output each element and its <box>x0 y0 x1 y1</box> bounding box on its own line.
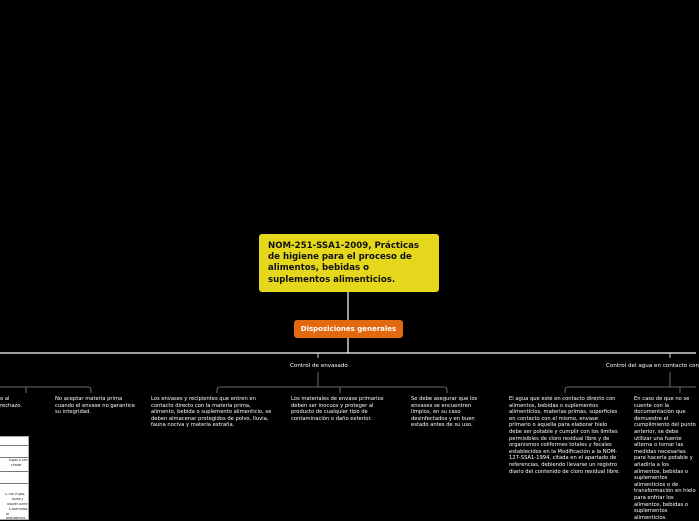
doc-snippet: s aserradas <box>9 507 28 511</box>
central-topic[interactable] <box>259 234 439 292</box>
note-materiales-envase[interactable]: Los materiales de envase primarios deben ser inocuos y proteger al producto de cualquier tipo de contaminación o daño exterior. <box>291 396 384 422</box>
note-envases-limpios[interactable]: Se debe asegurar que los envases se encuentren limpios, en su caso desinfectados y en buen estado antes de su uso. <box>411 396 478 429</box>
doc-snippet: s, con fugas, <box>5 492 26 496</box>
main-topic-disposiciones[interactable] <box>294 320 403 338</box>
note-no-aceptar-materia[interactable]: No aceptar materia prima cuando el envase no garantice su integridad. <box>55 396 135 416</box>
doc-rule <box>0 471 28 472</box>
document-preview[interactable] <box>0 436 29 520</box>
doc-rule <box>0 483 28 484</box>
central-topic-text: NOM-251-SSA1-2009, Prácticas de higiene para el proceso de alimentos, bebidas o suplementos alimenticios. <box>268 241 419 285</box>
subtopic-control-agua[interactable]: Control del agua en contacto con <box>606 363 699 369</box>
connector-left-notes <box>0 387 91 393</box>
note-envases-recipientes[interactable]: Los envases y recipientes que entren en contacto directo con la materia prima, alimento, bebida o suplemento alimenticio, se deben almacenar protegidos de polvo, lluvia, fauna nociva y materia extraña. <box>151 396 272 429</box>
subtopic-control-envasado[interactable]: Control de envasado <box>290 363 348 369</box>
doc-snippet: alquier parte <box>7 502 28 506</box>
doc-snippet: ar protuberanc <box>6 512 26 520</box>
note-left-partial[interactable]: o al rechazo. <box>0 396 22 409</box>
note-fuente-alterna[interactable]: En caso de que no se cuente con la documentación que demuestre el cumplimiento del punto anterior, se debe utilizar una fuente alterna o tomar las medidas necesarias para hacerla potable y añadirla a los alimentos, bebidas o suplementos alimenticios o de transformación en hielo para enfriar los alimentos, bebidas o suplementos alimenticios. <box>634 396 696 521</box>
main-topic-label: Disposiciones generales <box>300 325 397 333</box>
doc-snippet: chazar <box>11 463 22 467</box>
doc-snippet: tozos y <box>12 497 24 501</box>
note-agua-potable[interactable]: El agua que esté en contacto directo con alimentos, bebidas o suplementos alimenticios, materias primas, superficies en contacto con el mismo, envase primario o aquella para elaborar hielo debe ser potable y cumplir con los límites permisibles de cloro residual libre y de organismos coliformes totales y fecales establecidos en la Modificación a la NOM-127-SSA1-1994, citada en el apartado de referencias, debiendo llevarse un registro diario del contenido de cloro residual libre. <box>509 396 620 475</box>
doc-rule <box>0 445 28 446</box>
doc-snippet: fugas o cae <box>9 458 28 462</box>
